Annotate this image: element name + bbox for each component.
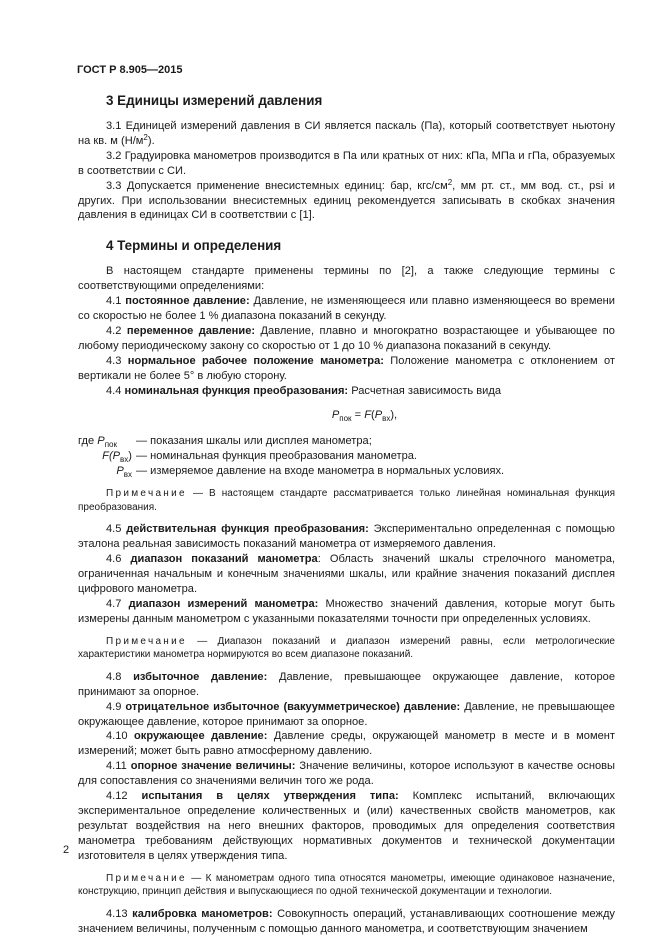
paragraph-3-2: 3.2 Градуировка манометров производится в Па или кратных от них: кПа, МПа и гПа, образуемых в соответствии с СИ. [78,149,615,177]
paragraph-3-1: 3.1 Единицей измерений давления в СИ является паскаль (Па), который соответствует ньютону на кв. м $(Н/м^2)$. [78,120,615,147]
term-4-9: 4.9 отрицательное избыточное (вакуумметрическое) давление: Давление, не превышающее окружающее давление, которое принимают за опорное. [78,700,615,728]
note-ranges-equal: Примечание — Диапазон показаний и диапазон измерений равны, если метрологические характеристики манометра нормируются во всем диапазоне показаний. [78,635,615,661]
paragraph-3-3: 3.3 Допускается применение внесистемных единиц: бар, кгс/$см^2$, мм рт. ст., мм вод. ст., psi и других. При использовании внесистемных единиц рекомендуется записывать в скобках значения давления в единицах СИ в соответствии с [1]. [78,177,615,222]
symbol-definition: $F(P_{вх})$ — номинальная функция преобразования манометра. [102,450,417,465]
term-4-2: 4.2 переменное давление: Давление, плавно и многократно возрастающее и убывающее по любому периодическому закону со скоростью от 1 до 10 % диапазона показаний в секунду. [78,324,615,352]
term-4-10: 4.10 окружающее давление: Давление среды, окружающей манометр в месте и в момент измерений; может быть равно атмосферному давлению. [78,730,615,758]
term-4-4: 4.4 номинальная функция преобразования: Расчетная зависимость вида [106,384,502,397]
page-content [78,93,615,937]
term-4-12: 4.12 испытания в целях утверждения типа: Комплекс испытаний, включающих экспериментальное определение количественных и (или) качественных свойств манометров, как результат воздействия на него внешних факторов, проводимых для определения соответствия манометра требованиям действующих нормативных документов и технической документации изготовителя в целях утверждения типа. [78,790,615,862]
formula-symbol-definitions [78,434,615,479]
term-4-1: 4.1 постоянное давление: Давление, не изменяющееся или плавно изменяющееся во времени со скоростью не более 1 % диапазона показаний в секунду. [78,295,615,323]
term-4-7: 4.7 диапазон измерений манометра: Множество значений давления, которые могут быть измерены данным манометром с указанными показателями точности при определенных условиях. [78,597,615,625]
term-4-11: 4.11 опорное значение величины: Значение величины, которое используют в качестве основы для сопоставления со значениями величин того же рода. [78,760,615,788]
section-3-heading: 3 Единицы измерений давления [106,93,323,108]
term-4-13: 4.13 калибровка манометров: Совокупность операций, устанавливающих соотношение между значением величины, полученным с помощью данного манометра, и соответствующим значением [78,907,615,935]
term-4-5: 4.5 действительная функция преобразования: Экспериментально определенная с помощью эталона реальная зависимость показаний манометра от измеряемого давления. [78,523,615,551]
section-4-intro: В настоящем стандарте применены термины по [2], а также следующие термины с соответствующими определениями: [78,265,615,293]
symbol-definition: $P_{вх}$ — измеряемое давление на входе манометра в нормальных условиях. [116,465,505,480]
section-4-heading: 4 Термины и определения [106,238,282,254]
term-4-6: 4.6 диапазон показаний манометра: Область значений шкалы стрелочного манометра, ограниченная начальным и конечным значениями шкалы, или крайние значения показаний дисплея цифрового манометра. [78,553,615,595]
conversion-formula: $P_{пок} = F(P_{вх})$, [331,408,398,423]
document-code-header: ГОСТ Р 8.905—2015 [77,64,183,76]
note-manometer-type: Примечание — К манометрам одного типа относятся манометры, имеющие одинаковое назначение, конструкцию, принцип действия и выпускающиеся по одной технической документации и технологии. [78,872,615,898]
term-4-8: 4.8 избыточное давление: Давление, превышающее окружающее давление, которое принимают за опорное. [78,670,615,698]
symbol-definition: где $P_{пок}$ — показания шкалы или дисплея манометра; [78,435,372,450]
note-linear-function: Примечание — В настоящем стандарте рассматривается только линейная номинальная функция преобразования. [78,488,615,513]
term-4-3: 4.3 нормальное рабочее положение манометра: Положение манометра с отклонением от вертикали не более 5° в любую сторону. [78,354,615,382]
page-number: 2 [63,844,70,856]
